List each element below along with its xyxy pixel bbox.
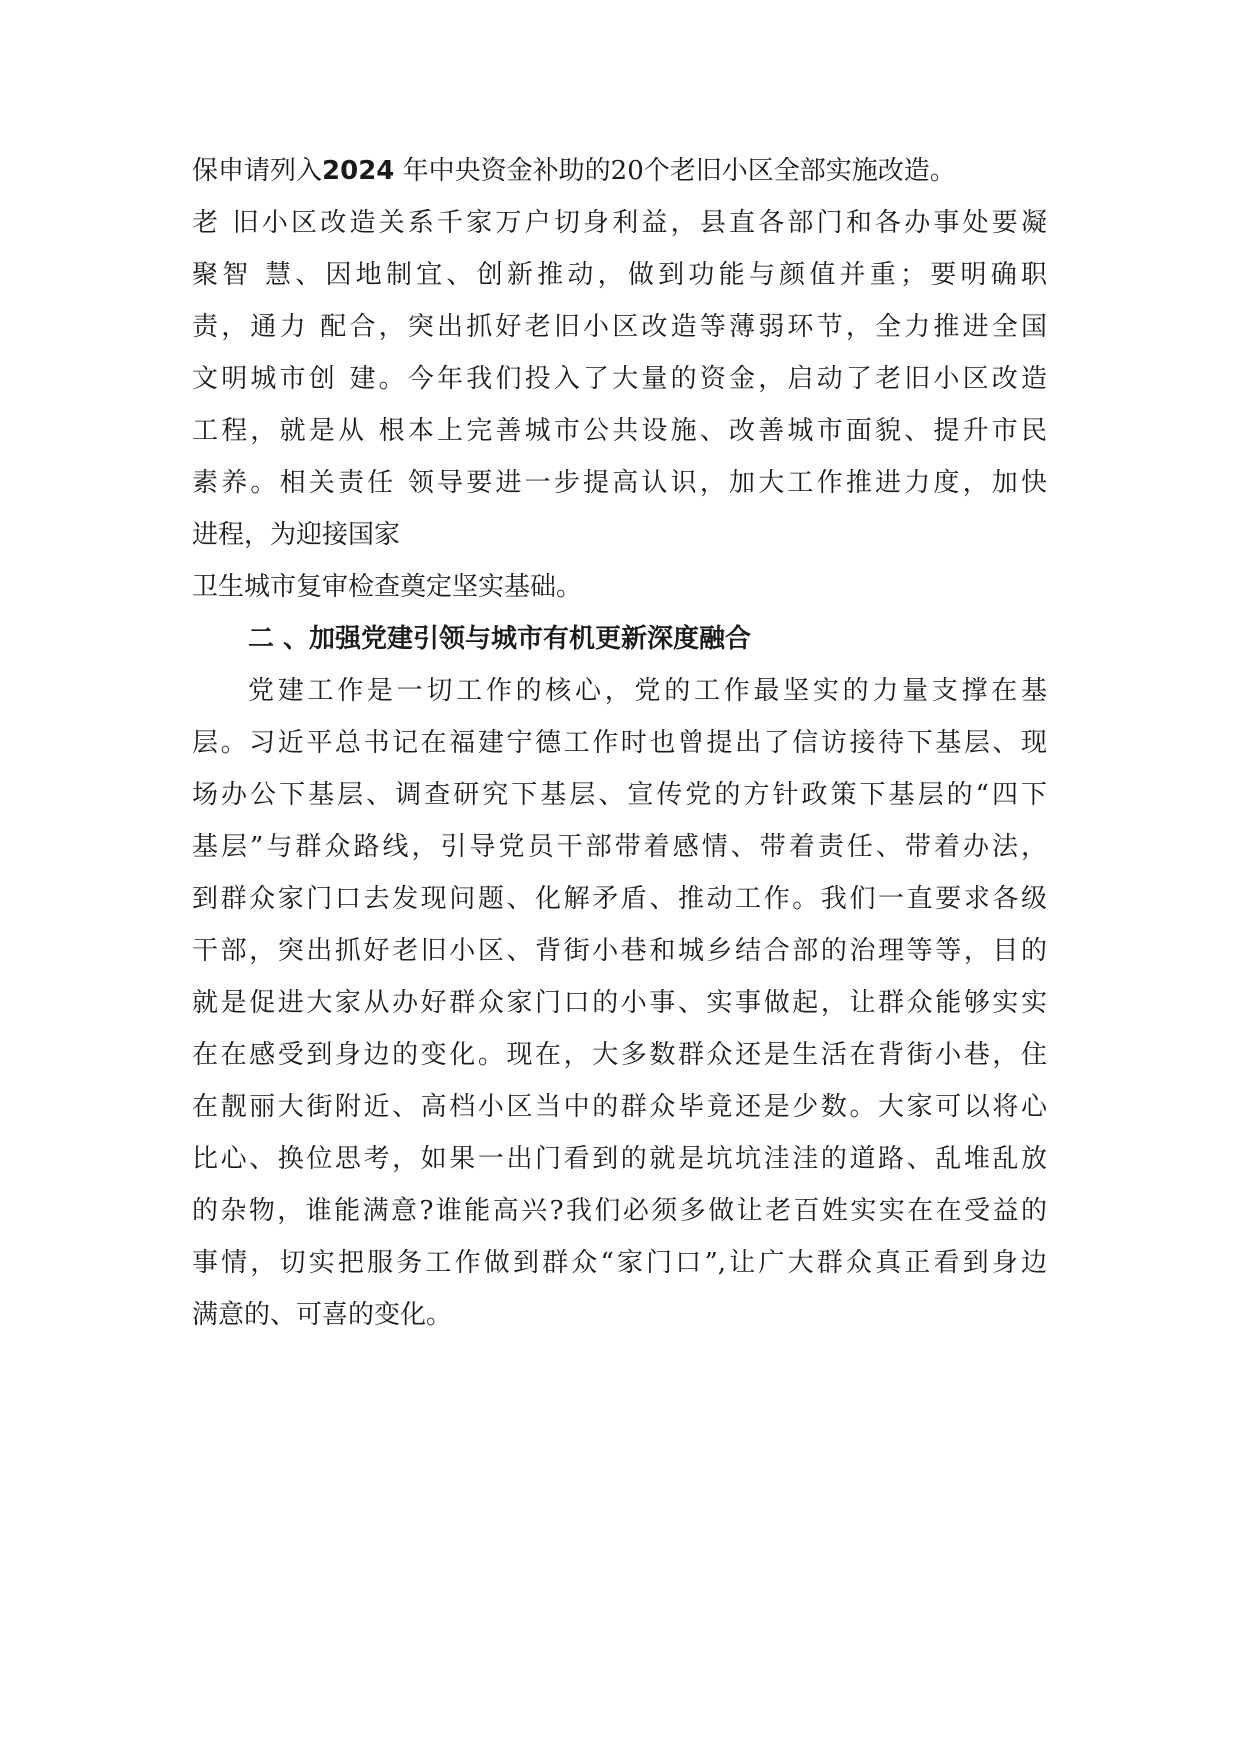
text-run: 年中央资金补助的20个老旧小区全部实施改造。 — [394, 156, 956, 186]
paragraph-2-line-12: 事情，切实把服务工作做到群众“家门口”,让广大群众真正看到身边 — [192, 1248, 1047, 1278]
paragraph-1-line-5: 文明城市创 建。今年我们投入了大量的资金，启动了老旧小区改造 — [192, 364, 1047, 394]
paragraph-2-line-7: 就是促进大家从办好群众家门口的小事、实事做起，让群众能够实实 — [192, 988, 1047, 1018]
year-number: 2024 — [322, 156, 395, 186]
paragraph-1-line-7: 素养。相关责任 领导要进一步提高认识，加大工作推进力度，加快 — [192, 468, 1047, 498]
paragraph-1-line-8: 进程，为迎接国家 — [192, 520, 401, 550]
paragraph-2-line-5: 到群众家门口去发现问题、化解矛盾、推动工作。我们一直要求各级 — [192, 884, 1047, 914]
paragraph-2-line-2: 层。习近平总书记在福建宁德工作时也曾提出了信访接待下基层、现 — [192, 728, 1047, 758]
paragraph-1-line-2: 老 旧小区改造关系千家万户切身利益，县直各部门和各办事处要凝 — [192, 208, 1047, 238]
paragraph-2-line-8: 在在感受到身边的变化。现在，大多数群众还是生活在背街小巷，住 — [192, 1040, 1047, 1070]
paragraph-1-line-1 — [192, 154, 956, 188]
paragraph-2-line-4: 基层”与群众路线，引导党员干部带着感情、带着责任、带着办法， — [192, 832, 1047, 862]
paragraph-1-line-4: 责，通力 配合，突出抓好老旧小区改造等薄弱环节，全力推进全国 — [192, 312, 1047, 342]
section-heading: 二 、加强党建引领与城市有机更新深度融合 — [248, 624, 752, 654]
paragraph-1-line-9: 卫生城市复审检查奠定坚实基础。 — [192, 572, 583, 602]
paragraph-2-line-13: 满意的、可喜的变化。 — [192, 1300, 453, 1330]
paragraph-2-line-11: 的杂物，谁能满意?谁能高兴?我们必须多做让老百姓实实在在受益的 — [192, 1196, 1047, 1226]
paragraph-1-line-6: 工程，就是从 根本上完善城市公共设施、改善城市面貌、提升市民 — [192, 416, 1047, 446]
paragraph-2-line-9: 在靓丽大街附近、高档小区当中的群众毕竟还是少数。大家可以将心 — [192, 1092, 1047, 1122]
text-run: 保申请列入 — [192, 156, 323, 186]
paragraph-2-line-6: 干部，突出抓好老旧小区、背街小巷和城乡结合部的治理等等，目的 — [192, 936, 1047, 966]
paragraph-2-line-3: 场办公下基层、调查研究下基层、宣传党的方针政策下基层的“四下 — [192, 780, 1047, 810]
paragraph-1-line-3: 聚智 慧、因地制宜、创新推动，做到功能与颜值并重；要明确职 — [192, 260, 1047, 290]
paragraph-2-line-10: 比心、换位思考，如果一出门看到的就是坑坑洼洼的道路、乱堆乱放 — [192, 1144, 1047, 1174]
paragraph-2-line-1: 党建工作是一切工作的核心，党的工作最坚实的力量支撑在基 — [248, 676, 1047, 706]
